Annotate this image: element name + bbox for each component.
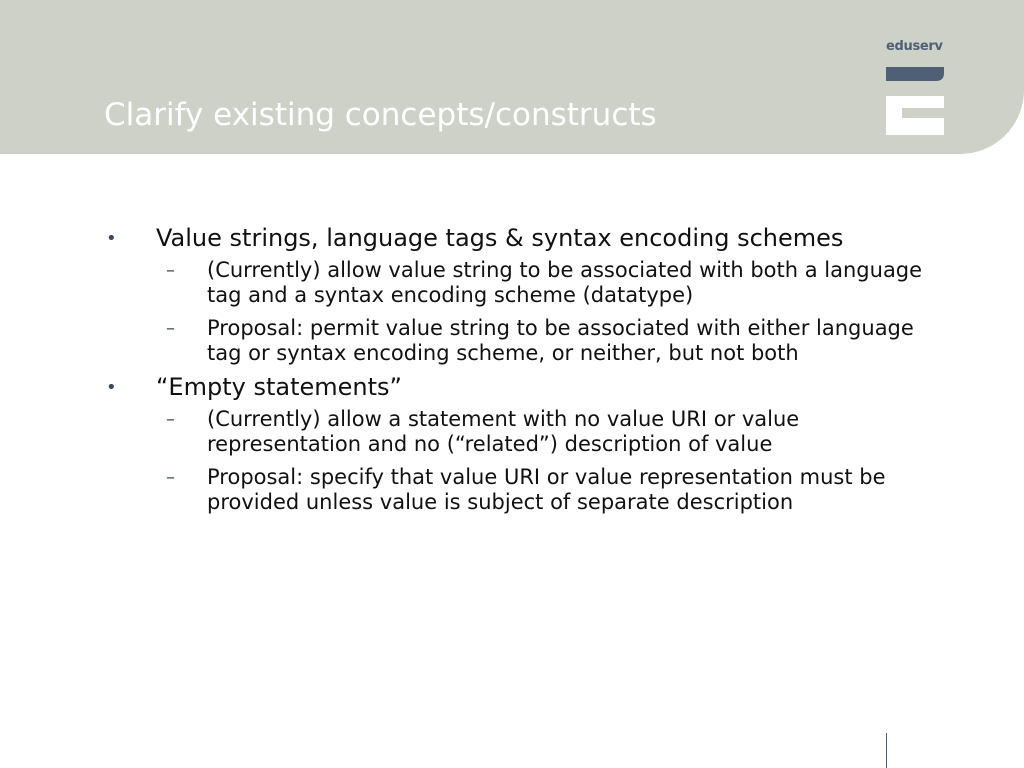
- eduserv-logo-mark-icon: [886, 67, 944, 137]
- bullet-item: [104, 374, 944, 401]
- sub-list: [104, 407, 944, 515]
- sub-item-text: Proposal: specify that value URI or value representation must be provided unless value is subject of separate description: [207, 465, 886, 514]
- eduserv-logo: [886, 40, 944, 138]
- slide-body: [104, 225, 944, 523]
- sub-marker: –: [166, 318, 175, 339]
- bullet-marker: •: [106, 228, 117, 249]
- logo-text: eduserv: [886, 39, 943, 54]
- sub-item-text: (Currently) allow value string to be associated with both a language tag and a syntax encoding scheme (datatype): [207, 258, 923, 307]
- sub-marker: –: [166, 260, 175, 281]
- footer-divider: [886, 733, 887, 768]
- sub-item-text: (Currently) allow a statement with no value URI or value representation and no (“related”) description of value: [207, 407, 800, 456]
- bullet-marker: •: [106, 377, 117, 398]
- sub-item-text: Proposal: permit value string to be associated with either language tag or syntax encoding scheme, or neither, but not both: [207, 316, 914, 365]
- sub-item: [104, 258, 947, 308]
- sub-marker: –: [166, 409, 175, 430]
- sub-list: [104, 258, 944, 366]
- bullet-text: “Empty statements”: [156, 373, 402, 401]
- slide-title: Clarify existing concepts/constructs: [104, 97, 657, 133]
- bullet-item: [104, 225, 944, 252]
- sub-item: [104, 465, 947, 515]
- sub-item: [104, 407, 947, 457]
- sub-marker: –: [166, 467, 175, 488]
- bullet-text: Value strings, language tags & syntax encoding schemes: [156, 224, 844, 252]
- sub-item: [104, 316, 947, 366]
